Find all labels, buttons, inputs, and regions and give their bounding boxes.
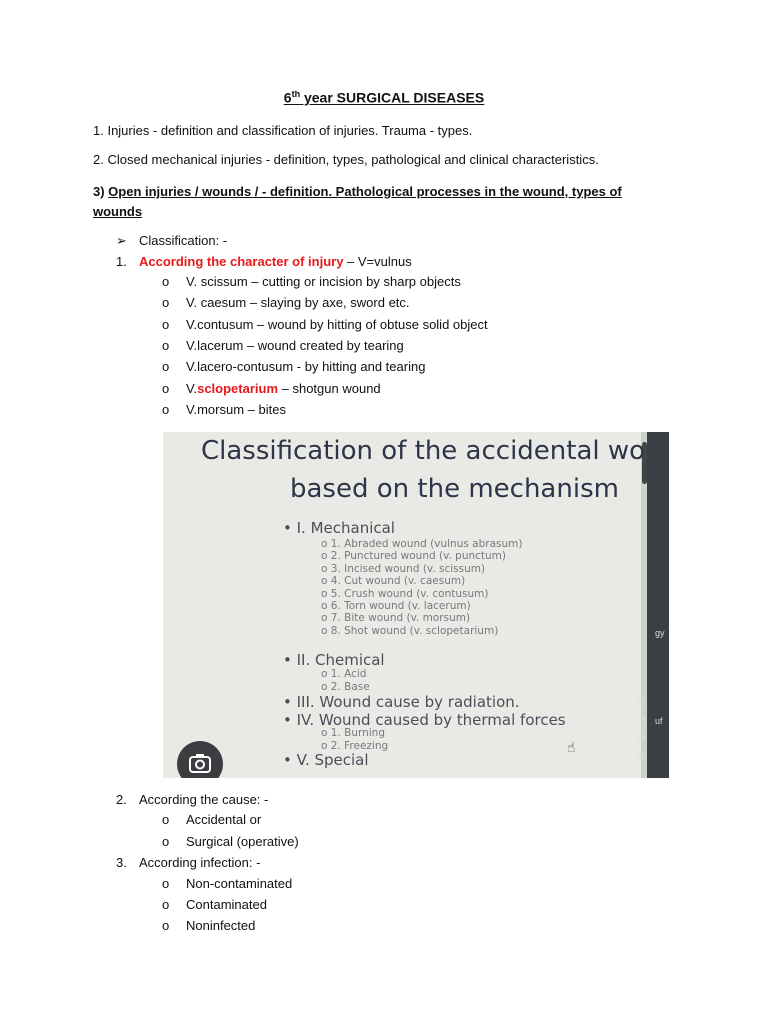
wound-type-bullet: o — [162, 380, 170, 396]
wound-type-bullet: o — [162, 295, 170, 311]
photo-special: • V. Special — [283, 751, 369, 769]
photo-radiation: • III. Wound cause by radiation. — [283, 693, 520, 711]
photo-side-mark: gy — [655, 628, 665, 638]
camera-icon — [188, 752, 212, 776]
photo-side-mark: 96 — [637, 732, 648, 742]
photo-side-mark: re — [637, 697, 646, 707]
photo-list-item: o 1. Abraded wound (vulnus abrasum) — [321, 538, 523, 550]
section-1-number: 1. — [116, 254, 127, 269]
item-3-open-injuries: 3) Open injuries / wounds / - definition. Pathological processes in the wound, types of wounds — [93, 184, 622, 219]
wound-type-bullet: o — [162, 401, 170, 417]
infection-bullet: o — [162, 876, 170, 891]
photo-list-item: o 1. Acid — [321, 668, 367, 680]
wound-type-item: V.contusum – wound by hitting of obtuse solid object — [186, 316, 488, 332]
photo-chemical: • II. Chemical — [283, 651, 385, 669]
wound-type-bullet: o — [162, 316, 170, 332]
wound-type-item: V. scissum – cutting or incision by sharp objects — [186, 274, 461, 289]
wound-type-item: V.lacerum – wound created by tearing — [186, 337, 404, 353]
wound-type-bullet: o — [162, 274, 170, 289]
photo-list-item: o 8. Shot wound (v. sclopetarium) — [321, 624, 499, 637]
page-title: 6th year SURGICAL DISEASES — [283, 89, 485, 106]
wound-type-item: V.morsum – bites — [186, 401, 286, 417]
photo-list-item: o 2. Punctured wound (v. punctum) — [321, 550, 507, 563]
cause-item: Surgical (operative) — [186, 833, 299, 849]
item-2-closed-injuries: 2. Closed mechanical injuries - definition, types, pathological and clinical characteristics. — [93, 152, 599, 167]
photo-title-line1: Classification of the accidental wo — [201, 436, 646, 466]
photo-title-line2: based on the mechanism — [290, 474, 619, 504]
cause-bullet: o — [162, 812, 170, 827]
photo-list-item: o 6. Torn wound (v. lacerum) — [321, 600, 471, 612]
photo-list-item: o 5. Crush wound (v. contusum) — [321, 587, 489, 600]
wound-type-bullet: o — [162, 359, 170, 375]
section-3-heading: According infection: - — [139, 855, 261, 870]
photo-list-item: o 2. Freezing — [321, 739, 389, 752]
infection-bullet: o — [162, 918, 170, 933]
hand-cursor-icon: ☝ — [567, 739, 576, 755]
section-1-heading: According the character of injury – V=vulnus — [139, 254, 412, 269]
item-1-injuries: 1. Injuries - definition and classification of injuries. Trauma - types. — [93, 123, 473, 138]
photo-side-mark: 36 — [637, 752, 648, 762]
photo-side-mark: 38 — [637, 714, 648, 724]
wound-type-item: V.sclopetarium – shotgun wound — [186, 380, 381, 396]
photo-thermal: • IV. Wound caused by thermal forces — [283, 711, 566, 729]
photo-list-item: o 1. Burning — [321, 727, 385, 739]
cause-bullet: o — [162, 833, 170, 849]
photo-list-item: o 7. Bite wound (v. morsum) — [321, 612, 471, 625]
embedded-photo — [163, 432, 669, 778]
arrow-bullet-icon: ➢ — [116, 233, 127, 248]
wound-type-bullet: o — [162, 337, 170, 353]
photo-list-item: o 3. Incised wound (v. scissum) — [321, 562, 486, 575]
infection-item: Non-contaminated — [186, 876, 293, 891]
photo-list-item: o 4. Cut wound (v. caesum) — [321, 575, 466, 588]
camera-lens-button[interactable] — [177, 741, 223, 778]
infection-item: Noninfected — [186, 918, 256, 933]
section-2-heading: According the cause: - — [139, 792, 269, 807]
cause-item: Accidental or — [186, 812, 262, 827]
section-2-number: 2. — [116, 792, 127, 807]
photo-list-item: o 2. Base — [321, 680, 370, 693]
infection-item: Contaminated — [186, 897, 267, 912]
photo-mechanical: • I. Mechanical — [283, 519, 395, 537]
photo-side-mark: uf — [655, 716, 663, 726]
infection-bullet: o — [162, 897, 170, 912]
section-3-number: 3. — [116, 855, 127, 870]
wound-type-item: V. caesum – slaying by axe, sword etc. — [186, 295, 410, 311]
wound-type-item: V.lacero-contusum - by hitting and tearing — [186, 359, 426, 375]
classification-label: Classification: - — [139, 233, 228, 248]
